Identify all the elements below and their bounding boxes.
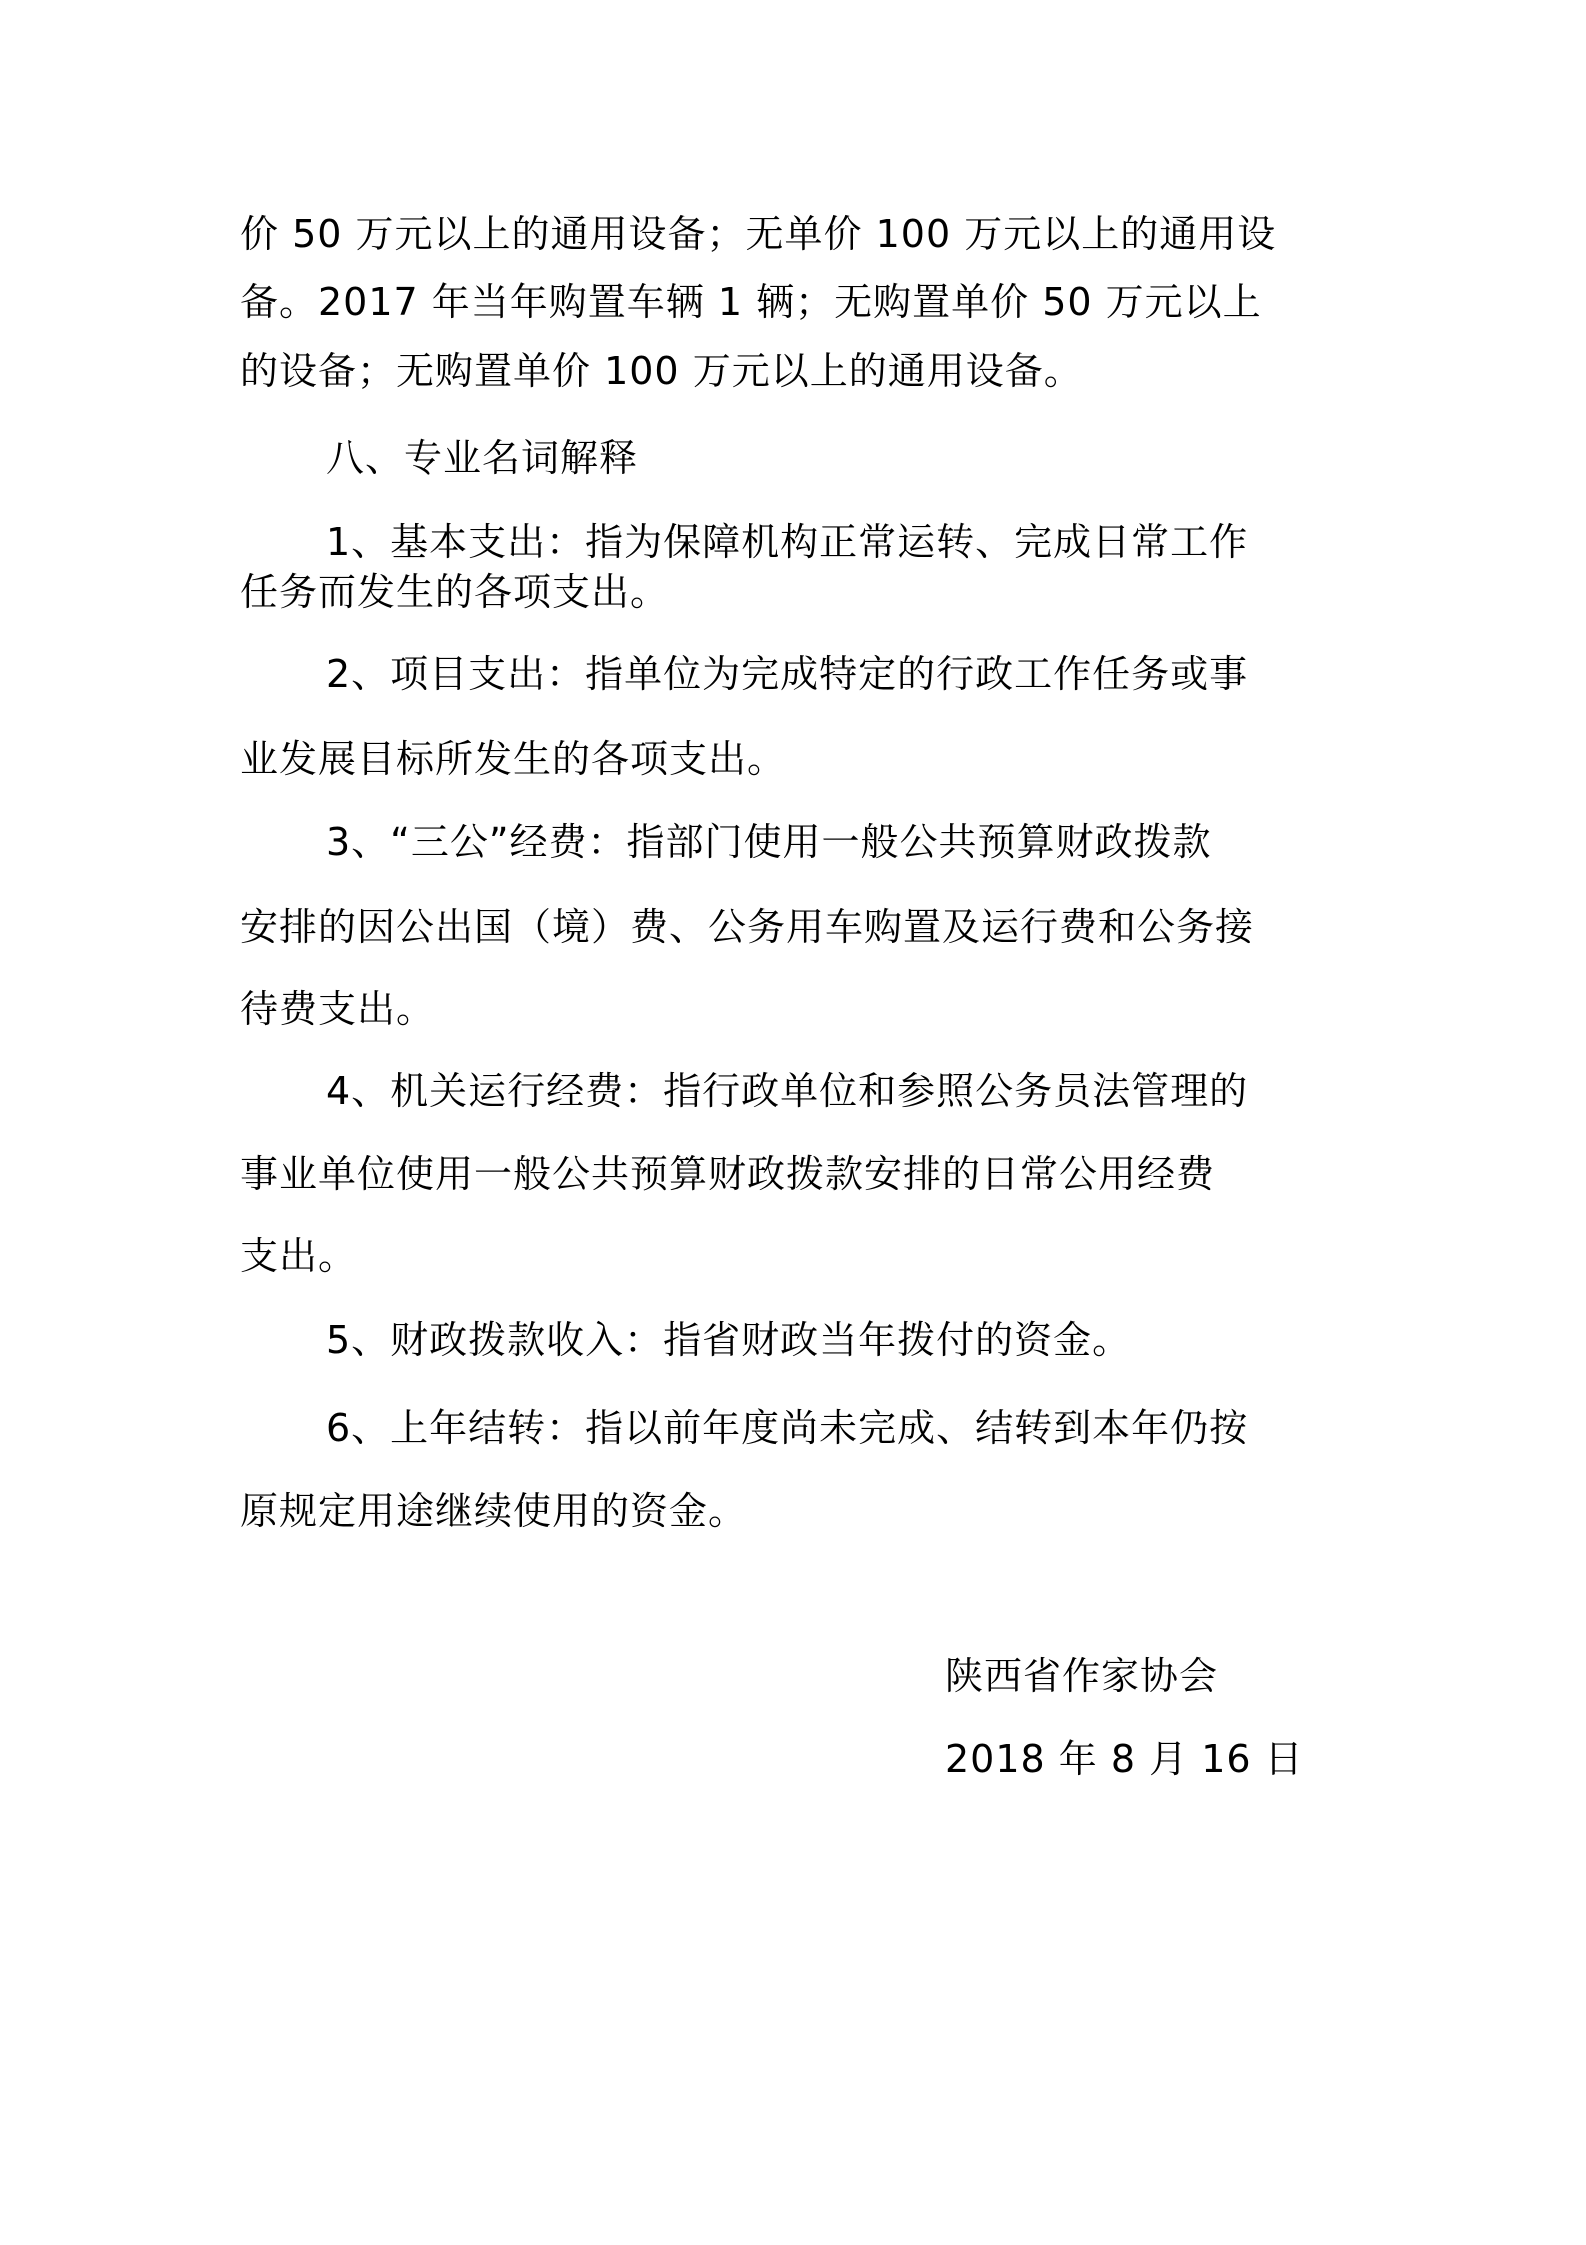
text-line: 2、项目支出：指单位为完成特定的行政工作任务或事 [326, 652, 1249, 696]
text-line: 价 50 万元以上的通用设备；无单价 100 万元以上的通用设 [240, 212, 1277, 256]
section-heading: 八、专业名词解释 [326, 436, 639, 480]
signature-date: 2018 年 8 月 16 日 [945, 1737, 1304, 1781]
text-line: 任务而发生的各项支出。 [240, 570, 670, 614]
text-line: 5、财政拨款收入：指省财政当年拨付的资金。 [326, 1318, 1132, 1362]
text-line: 6、上年结转：指以前年度尚未完成、结转到本年仍按 [326, 1406, 1249, 1450]
text-line: 待费支出。 [240, 987, 436, 1031]
text-line: 支出。 [240, 1234, 358, 1278]
text-line: 的设备；无购置单价 100 万元以上的通用设备。 [240, 349, 1083, 393]
text-line: 原规定用途继续使用的资金。 [240, 1489, 748, 1533]
text-line: 4、机关运行经费：指行政单位和参照公务员法管理的 [326, 1069, 1249, 1113]
text-line: 事业单位使用一般公共预算财政拨款安排的日常公用经费 [240, 1152, 1216, 1196]
text-line: 业发展目标所发生的各项支出。 [240, 737, 787, 781]
text-line: 3、“三公”经费：指部门使用一般公共预算财政拨款 [326, 820, 1212, 864]
text-line: 安排的因公出国（境）费、公务用车购置及运行费和公务接 [240, 905, 1255, 949]
signature-organization: 陕西省作家协会 [945, 1654, 1219, 1698]
text-line: 1、基本支出：指为保障机构正常运转、完成日常工作 [326, 520, 1249, 564]
text-line: 备。2017 年当年购置车辆 1 辆；无购置单价 50 万元以上 [240, 280, 1262, 324]
